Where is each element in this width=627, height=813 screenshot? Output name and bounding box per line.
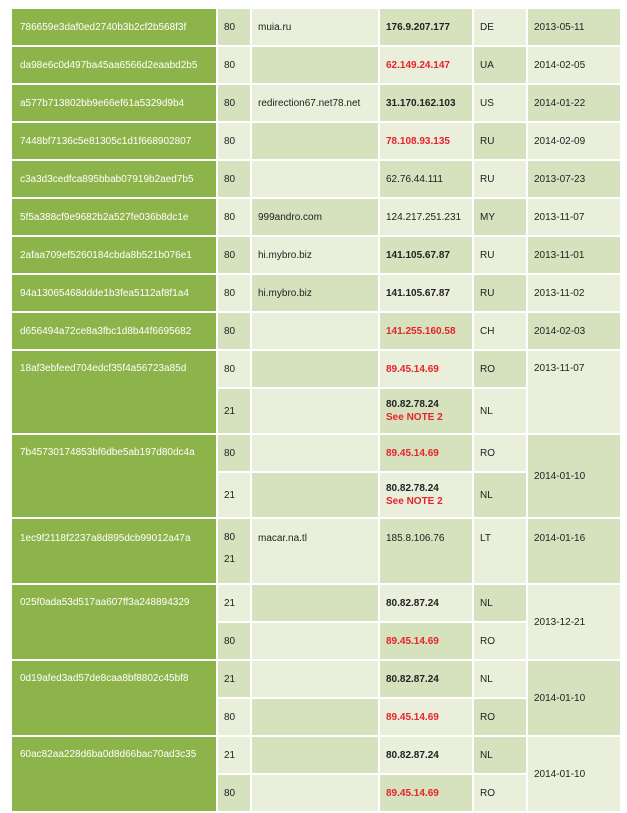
port: 80 xyxy=(218,85,250,121)
md5-hash: 7448bf7136c5e81305c1d1f668902807 xyxy=(12,123,216,159)
date: 2013-12-21 xyxy=(528,585,620,659)
port: 80 xyxy=(218,47,250,83)
ip-address: 176.9.207.177 xyxy=(380,9,472,45)
md5-hash: 0d19afed3ad57de8caa8bf8802c45bf8 xyxy=(12,661,216,735)
port: 80 xyxy=(218,351,250,387)
ip-address: 62.76.44.111 xyxy=(380,161,472,197)
port-value: 80 xyxy=(224,532,236,543)
date: 2014-01-22 xyxy=(528,85,620,121)
ip-address: 89.45.14.69 xyxy=(380,775,472,811)
date: 2014-01-10 xyxy=(528,737,620,811)
table-row xyxy=(12,47,620,83)
table-row xyxy=(12,237,620,273)
md5-hash: 786659e3daf0ed2740b3b2cf2b568f3f xyxy=(12,9,216,45)
domain: macar.na.tl xyxy=(252,519,378,583)
table-row xyxy=(12,661,620,697)
ip-address: 141.105.67.87 xyxy=(380,275,472,311)
port: 21 xyxy=(218,585,250,621)
domain: hi.mybro.biz xyxy=(252,237,378,273)
ip-address: 89.45.14.69 xyxy=(380,623,472,659)
date: 2014-01-16 xyxy=(528,519,620,583)
table-row xyxy=(12,85,620,121)
date: 2013-05-11 xyxy=(528,9,620,45)
domain: redirection67.net78.net xyxy=(252,85,378,121)
ip-address xyxy=(380,473,472,517)
table-row xyxy=(12,519,620,583)
table-row xyxy=(12,313,620,349)
country-code: NL xyxy=(474,737,526,773)
ip-address: 89.45.14.69 xyxy=(380,699,472,735)
country-code: UA xyxy=(474,47,526,83)
country-code: NL xyxy=(474,585,526,621)
md5-hash: 18af3ebfeed704edcf35f4a56723a85d xyxy=(12,351,216,433)
ip-address: 89.45.14.69 xyxy=(380,435,472,471)
domain xyxy=(252,623,378,659)
domain xyxy=(252,123,378,159)
date: 2014-01-10 xyxy=(528,661,620,735)
table-row xyxy=(12,351,620,387)
country-code: RO xyxy=(474,435,526,471)
country-code: RO xyxy=(474,623,526,659)
ip-address: 31.170.162.103 xyxy=(380,85,472,121)
date: 2013-11-01 xyxy=(528,237,620,273)
country-code: RO xyxy=(474,351,526,387)
date: 2013-11-02 xyxy=(528,275,620,311)
table-row xyxy=(12,199,620,235)
ip-address xyxy=(380,389,472,433)
domain: muia.ru xyxy=(252,9,378,45)
ip-address: 78.108.93.135 xyxy=(380,123,472,159)
ip-value: 80.82.78.24 xyxy=(386,399,439,410)
port: 80 xyxy=(218,237,250,273)
domain xyxy=(252,161,378,197)
date: 2014-02-03 xyxy=(528,313,620,349)
table-row xyxy=(12,9,620,45)
table-row xyxy=(12,275,620,311)
port-value: 21 xyxy=(224,554,236,565)
port: 80 xyxy=(218,123,250,159)
note-reference: See NOTE 2 xyxy=(386,412,443,423)
port: 80 xyxy=(218,199,250,235)
ip-address: 80.82.87.24 xyxy=(380,661,472,697)
port: 21 xyxy=(218,473,250,517)
date: 2014-01-10 xyxy=(528,435,620,517)
domain xyxy=(252,737,378,773)
ip-address: 124.217.251.231 xyxy=(380,199,472,235)
ip-address: 80.82.87.24 xyxy=(380,737,472,773)
domain xyxy=(252,585,378,621)
ip-address: 141.255.160.58 xyxy=(380,313,472,349)
port: 80 xyxy=(218,313,250,349)
note-reference: See NOTE 2 xyxy=(386,496,443,507)
domain xyxy=(252,473,378,517)
port: 80 xyxy=(218,275,250,311)
ip-value: 80.82.78.24 xyxy=(386,483,439,494)
domain xyxy=(252,389,378,433)
country-code: RU xyxy=(474,123,526,159)
port xyxy=(218,519,250,583)
domain xyxy=(252,775,378,811)
country-code: RU xyxy=(474,275,526,311)
table-row xyxy=(12,123,620,159)
country-code: CH xyxy=(474,313,526,349)
domain xyxy=(252,47,378,83)
md5-hash: c3a3d3cedfca895bbab07919b2aed7b5 xyxy=(12,161,216,197)
domain xyxy=(252,661,378,697)
date: 2014-02-09 xyxy=(528,123,620,159)
domain xyxy=(252,435,378,471)
table-row xyxy=(12,585,620,621)
ip-address: 185.8.106.76 xyxy=(380,519,472,583)
table-row xyxy=(12,737,620,773)
port: 80 xyxy=(218,161,250,197)
country-code: RU xyxy=(474,161,526,197)
md5-hash: 2afaa709ef5260184cbda8b521b076e1 xyxy=(12,237,216,273)
date: 2013-07-23 xyxy=(528,161,620,197)
port: 80 xyxy=(218,775,250,811)
country-code: US xyxy=(474,85,526,121)
md5-hash: a577b713802bb9e66ef61a5329d9b4 xyxy=(12,85,216,121)
domain: hi.mybro.biz xyxy=(252,275,378,311)
port: 80 xyxy=(218,9,250,45)
domain xyxy=(252,351,378,387)
country-code: LT xyxy=(474,519,526,583)
port: 80 xyxy=(218,623,250,659)
md5-hash: 94a13065468ddde1b3fea5112af8f1a4 xyxy=(12,275,216,311)
md5-hash: 025f0ada53d517aa607ff3a248894329 xyxy=(12,585,216,659)
port: 80 xyxy=(218,699,250,735)
ip-address: 141.105.67.87 xyxy=(380,237,472,273)
table-row xyxy=(12,161,620,197)
country-code: NL xyxy=(474,473,526,517)
country-code: NL xyxy=(474,661,526,697)
port: 21 xyxy=(218,389,250,433)
port: 80 xyxy=(218,435,250,471)
country-code: RO xyxy=(474,775,526,811)
port: 21 xyxy=(218,737,250,773)
md5-hash: d656494a72ce8a3fbc1d8b44f6695682 xyxy=(12,313,216,349)
md5-hash: 7b45730174853bf6dbe5ab197d80dc4a xyxy=(12,435,216,517)
country-code: RU xyxy=(474,237,526,273)
md5-hash: da98e6c0d497ba45aa6566d2eaabd2b5 xyxy=(12,47,216,83)
md5-hash: 1ec9f2118f2237a8d895dcb99012a47a xyxy=(12,519,216,583)
md5-hash: 60ac82aa228d6ba0d8d66bac70ad3c35 xyxy=(12,737,216,811)
ip-address: 62.149.24.147 xyxy=(380,47,472,83)
country-code: MY xyxy=(474,199,526,235)
date: 2013-11-07 xyxy=(528,199,620,235)
country-code: RO xyxy=(474,699,526,735)
domain xyxy=(252,699,378,735)
domain: 999andro.com xyxy=(252,199,378,235)
ioc-table xyxy=(10,7,622,813)
md5-hash: 5f5a388cf9e9682b2a527fe036b8dc1e xyxy=(12,199,216,235)
ip-address: 89.45.14.69 xyxy=(380,351,472,387)
date: 2014-02-05 xyxy=(528,47,620,83)
date: 2013-11-07 xyxy=(528,351,620,433)
country-code: DE xyxy=(474,9,526,45)
country-code: NL xyxy=(474,389,526,433)
table-row xyxy=(12,435,620,471)
domain xyxy=(252,313,378,349)
ip-address: 80.82.87.24 xyxy=(380,585,472,621)
port: 21 xyxy=(218,661,250,697)
